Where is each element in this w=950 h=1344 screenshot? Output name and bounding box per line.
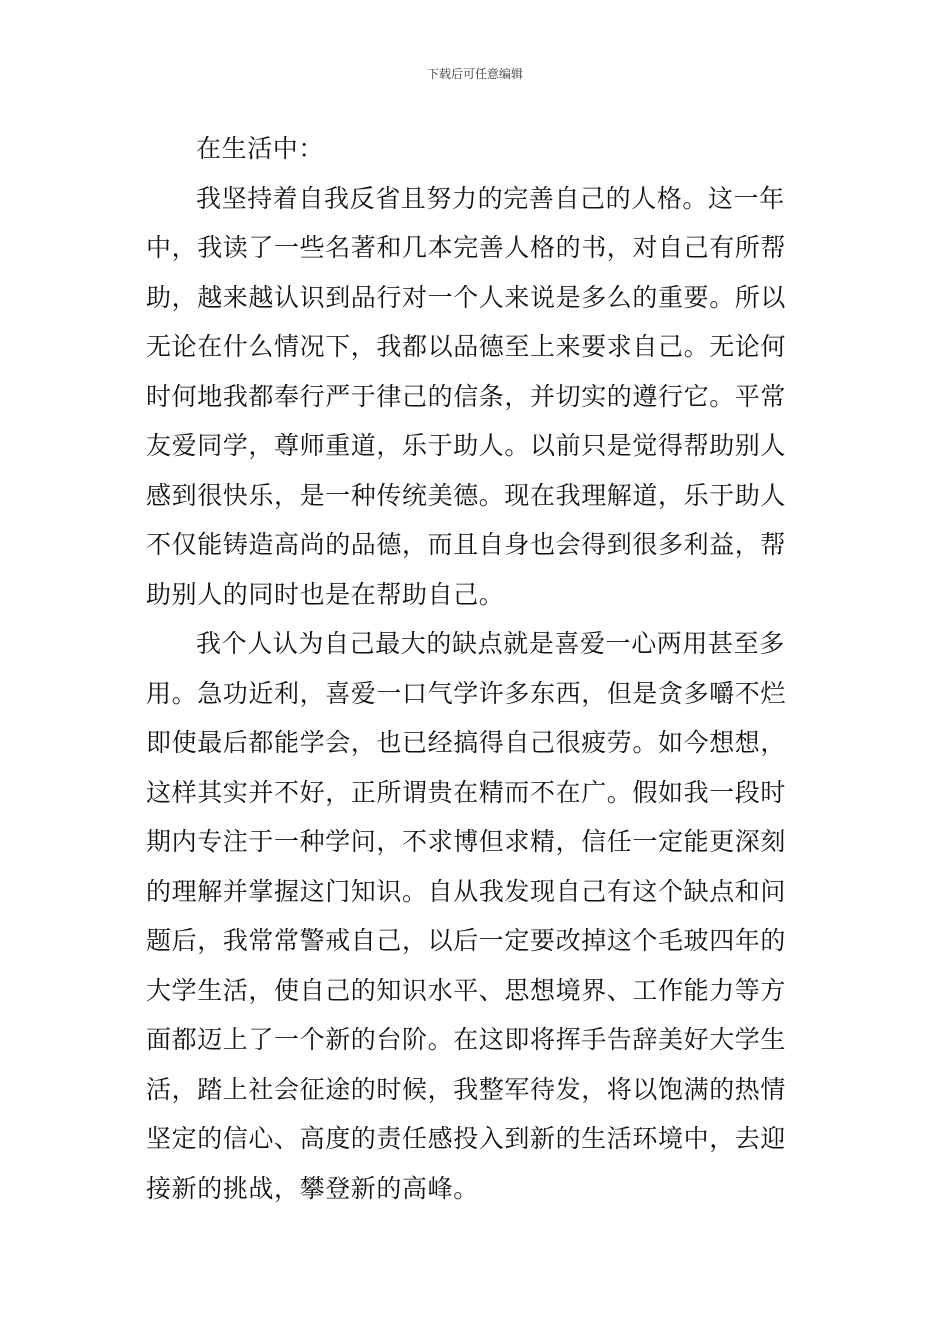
- text-line: 不仅能铸造高尚的品德，而且自身也会得到很多利益，帮: [146, 530, 787, 559]
- text-line: 接新的挑战，攀登新的高峰。: [146, 1173, 479, 1203]
- text-line: 我个人认为自己最大的缺点就是喜爱一心两用甚至多: [196, 629, 785, 658]
- text-line: 的理解并掌握这门知识。自从我发现自己有这个缺点和问: [146, 876, 787, 906]
- text-line: 这样其实并不好，正所谓贵在精而不在广。假如我一段时: [146, 777, 787, 807]
- text-line: 大学生活，使自己的知识水平、思想境界、工作能力等方: [146, 975, 787, 1005]
- text-line: 中，我读了一些名著和几本完善人格的书，对自己有所帮: [146, 233, 787, 262]
- document-body: [146, 124, 808, 1213]
- text-line: 感到很快乐，是一种传统美德。现在我理解道，乐于助人: [146, 480, 787, 510]
- text-line: 助别人的同时也是在帮助自己。: [146, 579, 505, 609]
- text-line: 在生活中：: [196, 134, 325, 163]
- text-line: 我坚持着自我反省且努力的完善自己的人格。这一年: [196, 183, 785, 213]
- text-line: 用。急功近利，喜爱一口气学许多东西，但是贪多嚼不烂: [146, 678, 787, 708]
- page-header-note: 下载后可任意编辑: [426, 67, 523, 81]
- text-line: 题后，我常常警戒自己，以后一定要改掉这个毛玻四年的: [146, 926, 787, 955]
- text-line: 坚定的信心、高度的责任感投入到新的生活环境中，去迎: [146, 1124, 787, 1153]
- text-line: 即使最后都能学会，也已经搞得自己很疲劳。如今想想，: [146, 728, 787, 757]
- text-line: 期内专注于一种学问，不求博但求精，信任一定能更深刻: [146, 827, 787, 856]
- text-line: 面都迈上了一个新的台阶。在这即将挥手告辞美好大学生: [146, 1025, 787, 1054]
- text-line: 友爱同学，尊师重道，乐于助人。以前只是觉得帮助别人: [146, 431, 787, 460]
- text-line: 助，越来越认识到品行对一个人来说是多么的重要。所以: [146, 282, 787, 312]
- text-line: 活，踏上社会征途的时候，我整军待发，将以饱满的热情: [146, 1074, 787, 1104]
- text-line: 无论在什么情况下，我都以品德至上来要求自己。无论何: [146, 332, 787, 361]
- text-line: 时何地我都奉行严于律己的信条，并切实的遵行它。平常: [146, 381, 787, 411]
